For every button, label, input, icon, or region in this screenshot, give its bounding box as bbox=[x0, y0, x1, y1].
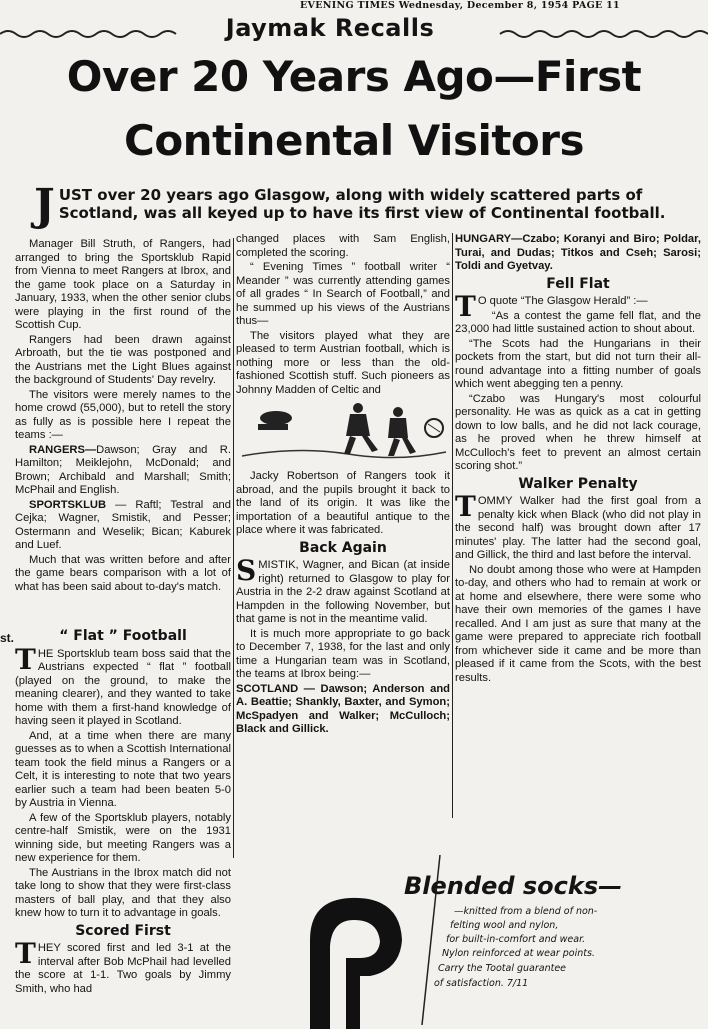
column-rule bbox=[452, 233, 453, 818]
dropcap: T bbox=[15, 642, 36, 676]
sportsklub-lineup: — Raftl; Testral and Cejka; Wagner, Smistik, and Pesser; Ostermann and Weselik; Bican; Kaburek and Luef. bbox=[15, 498, 231, 551]
paragraph-text: O quote “The Glasgow Herald” :— bbox=[477, 295, 648, 307]
ad-line: felting wool and nylon, bbox=[450, 920, 559, 931]
fell-flat-subhead: Fell Flat bbox=[546, 275, 610, 292]
scotland-team bbox=[236, 683, 450, 737]
ad-title: Blended socks— bbox=[404, 872, 623, 900]
paragraph: The Austrians in the Ibrox match did not take long to show that they were first-class masters of ball play, and that they also knew how to turn it to advantage in goals. bbox=[15, 866, 231, 919]
ad-line: Carry the Tootal guarantee bbox=[438, 963, 567, 974]
paragraph: The visitors played what they are pleased to term Austrian football, which is nothing more or less than the old-fashioned Scottish stuff. Such pioneers as Johnny Madden of Celtic and bbox=[236, 329, 450, 396]
column-2-lower bbox=[236, 470, 450, 738]
paragraph: And, at a time when there are many guesses as to when a Scottish International team took the field minus a Rangers or a Celt, it is interesting to note that two years earlier such a team had been beaten 5-0 by Austria in Vienna. bbox=[15, 729, 231, 809]
paragraph-text: HE Sportsklub team boss said that the Austrians expected “ flat ” football (played on the ground, to make the meaning clearer), and they wanted to take home with them a first-hand knowledge of having seen it played in Scotland. bbox=[15, 647, 231, 727]
paragraph-text: OMMY Walker had the first goal from a penalty kick when Black (who did not play in the second half) was brought down after 17 minutes' play. The latter had the second goal, and Gillick, the third and last before the interval. bbox=[455, 495, 701, 561]
flat-football-subhead: “ Flat ” Football bbox=[59, 628, 187, 644]
column-3 bbox=[455, 233, 701, 686]
scotland-label: SCOTLAND bbox=[236, 682, 299, 695]
sock-illustration bbox=[250, 880, 420, 1029]
paragraph-text: MISTIK, Wagner, and Bican (at inside right) returned to Glasgow to play for Austria in the 2-2 draw against Scotland at Hampden in the following November, but that game is not in the meantime valid. bbox=[236, 559, 450, 625]
rangers-lineup: Dawson; Gray and R. Hamilton; Meiklejohn, McDonald; and Brown; Archibald and Marshall; Smith; McPhail and English. bbox=[15, 443, 231, 496]
scotland-lineup: — Dawson; Anderson and A. Beattie; Shankly, Baxter, and Symon; McSpadyen and Walker; McCulloch; Black and Gillick. bbox=[236, 682, 450, 735]
paragraph: A few of the Sportsklub players, notably centre-half Smistik, were on the 1931 winning side, but meeting Rangers was a new experience for them. bbox=[15, 811, 231, 864]
paragraph: changed places with Sam English, completed the scoring. bbox=[236, 233, 450, 259]
hungary-lineup: Czabo; Koranyi and Biro; Poldar, Turai, and Dudas; Titkos and Cseh; Sarosi; Toldi and Gyetvay. bbox=[455, 233, 701, 272]
ad-line: —knitted from a blend of non- bbox=[454, 906, 598, 917]
flat-football-section bbox=[15, 626, 231, 997]
paragraph: “The Scots had the Hungarians in their pockets from the start, but did not turn their all-round advantage into a fitting number of goals which went abegging ten a penny. bbox=[455, 337, 701, 390]
paragraph bbox=[15, 642, 231, 729]
paragraph: No doubt among those who were at Hampden to-day, and others who had to remain at work or at home and elsewhere, there were some who have their own memories of the games I have recalled. And I am just as sure that many at the game were prepared to appreciate rich football from whichever side it came and be more than pleased if it came from the Scots, with the best results. bbox=[455, 563, 701, 684]
back-again-subhead: Back Again bbox=[299, 539, 387, 556]
paragraph bbox=[236, 554, 450, 627]
paragraph: “As a contest the game fell flat, and the 23,000 had little sustained action to shout about. bbox=[455, 309, 701, 335]
headline-line2: Continental Visitors bbox=[124, 116, 584, 165]
ad-line: Nylon reinforced at wear points. bbox=[442, 948, 595, 959]
column-rule bbox=[233, 238, 234, 858]
walker-penalty-subhead: Walker Penalty bbox=[518, 475, 638, 492]
dropcap: T bbox=[455, 290, 476, 323]
ad-line: for built-in-comfort and wear. bbox=[446, 934, 586, 945]
paragraph: Jacky Robertson of Rangers took it abroad, and the pupils brought it back to the land of its origin. It was like the importation of a beautiful antique to the place where it was fabricated. bbox=[236, 470, 450, 536]
paragraph: Much that was written before and after the game bears comparison with a lot of what has been said about to-day's match. bbox=[15, 553, 231, 593]
dropcap: T bbox=[15, 937, 36, 970]
column-2 bbox=[236, 233, 450, 398]
edge-fragment: st. bbox=[0, 631, 15, 645]
sportsklub-team bbox=[15, 499, 231, 553]
intro-dropcap: J bbox=[34, 180, 55, 231]
paragraph: “Czabo was Hungary's most colourful personality. He was as quick as a cat in getting down to low balls, and he did not lack courage, as he proved when he threw himself at McCulloch's feet to prevent an almost certain scoring shot.” bbox=[455, 392, 701, 472]
paragraph bbox=[15, 937, 231, 996]
football-illustration bbox=[238, 396, 450, 466]
rangers-team bbox=[15, 444, 231, 498]
paragraph: The visitors were merely names to the home crowd (55,000), but to retell the story as fully as is possible here I repeat the teams :— bbox=[15, 388, 231, 441]
paragraph bbox=[455, 490, 701, 563]
paragraph: “ Evening Times ” football writer “ Meander ” was currently attending games of all grades “ In Search of Football,” and he summed up his views of the Austrians thus— bbox=[236, 261, 450, 327]
ad-line: of satisfaction. 7/11 bbox=[434, 978, 529, 989]
section-banner: Jaymak Recalls bbox=[225, 14, 435, 42]
hungary-label: HUNGARY— bbox=[455, 233, 523, 245]
sportsklub-label: SPORTSKLUB bbox=[29, 498, 107, 511]
paragraph: It is much more appropriate to go back to December 7, 1938, for the last and only time a Hungarian team was in Scotland, the teams at Ibrox being:— bbox=[236, 627, 450, 680]
intro-paragraph bbox=[34, 180, 674, 231]
dropcap: T bbox=[455, 490, 476, 523]
intro-text: UST over 20 years ago Glasgow, along with widely scattered parts of Scotland, was all keyed up to have its first view of Continental football. bbox=[58, 186, 666, 222]
dropcap: S bbox=[236, 554, 257, 587]
paragraph: Rangers had been drawn against Arbroath, but the tie was postponed and the Austrians met the Light Blues against the background of Students' Day revelry. bbox=[15, 333, 231, 386]
paragraph: Manager Bill Struth, of Rangers, had arranged to bring the Sportsklub Rapid from Vienna to meet Rangers at Ibrox, and the game took place on a Saturday in January, 1933, when the other senior clubs were playing in the first round of the Scottish Cup. bbox=[15, 238, 231, 331]
masthead: EVENING TIMES Wednesday, December 8, 1954 PAGE 11 bbox=[300, 0, 620, 11]
rangers-label: RANGERS— bbox=[29, 443, 97, 456]
scored-first-subhead: Scored First bbox=[75, 922, 171, 939]
paragraph-text: HEY scored first and led 3-1 at the interval after Bob McPhail had levelled the score at 1-1. Two goals by Jimmy Smith, who had bbox=[15, 942, 231, 995]
hungary-team bbox=[455, 233, 701, 274]
headline-line1: Over 20 Years Ago—First bbox=[66, 52, 642, 101]
column-1 bbox=[15, 238, 231, 595]
